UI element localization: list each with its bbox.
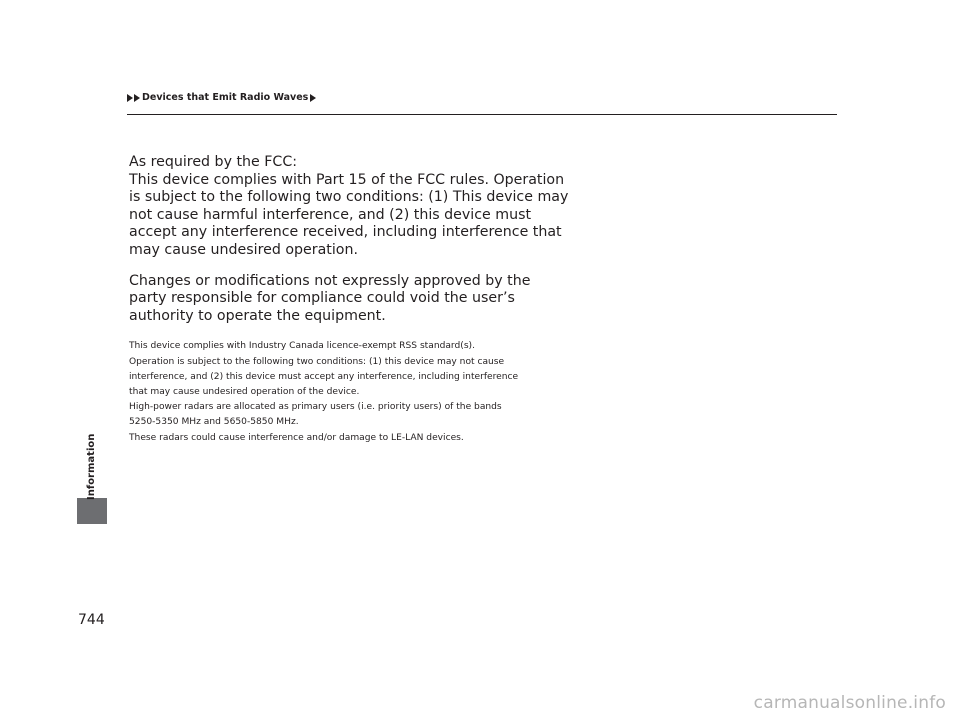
canada-line: interference, and (2) this device must accept any interference, including interference	[129, 371, 519, 382]
triangle-right-icon	[134, 94, 140, 102]
modifications-paragraph: Changes or modifications not expressly approved by the party responsible for compliance could void the user’s authority to operate the equipment.	[129, 272, 531, 324]
breadcrumb	[127, 92, 317, 103]
triangle-right-icon	[310, 94, 316, 102]
fcc-paragraph: As required by the FCC: This device complies with Part 15 of the FCC rules. Operation is subject to the following two conditions: (1) This device may not cause harmful interference, and (2) this device must accept any interference received, including interference that may cause undesired operation.	[129, 154, 569, 258]
section-marker	[77, 498, 107, 524]
page-number: 744	[78, 612, 105, 628]
watermark: carmanualsonline.info	[753, 693, 946, 713]
canada-line: These radars could cause interference and/or damage to LE-LAN devices.	[129, 432, 464, 443]
canada-line: that may cause undesired operation of the device.	[129, 386, 360, 397]
canada-notice	[129, 339, 569, 445]
header-rule	[127, 114, 837, 115]
canada-line: This device complies with Industry Canada licence-exempt RSS standard(s).	[129, 341, 475, 352]
breadcrumb-text: Devices that Emit Radio Waves	[142, 92, 309, 103]
page-content	[129, 154, 569, 446]
canada-line: High-power radars are allocated as primary users (i.e. priority users) of the bands	[129, 402, 502, 413]
triangle-right-icon	[127, 94, 133, 102]
section-label: Information	[86, 433, 97, 500]
canada-line: Operation is subject to the following two conditions: (1) this device may not cause	[129, 356, 505, 367]
canada-line: 5250-5350 MHz and 5650-5850 MHz.	[129, 417, 299, 428]
